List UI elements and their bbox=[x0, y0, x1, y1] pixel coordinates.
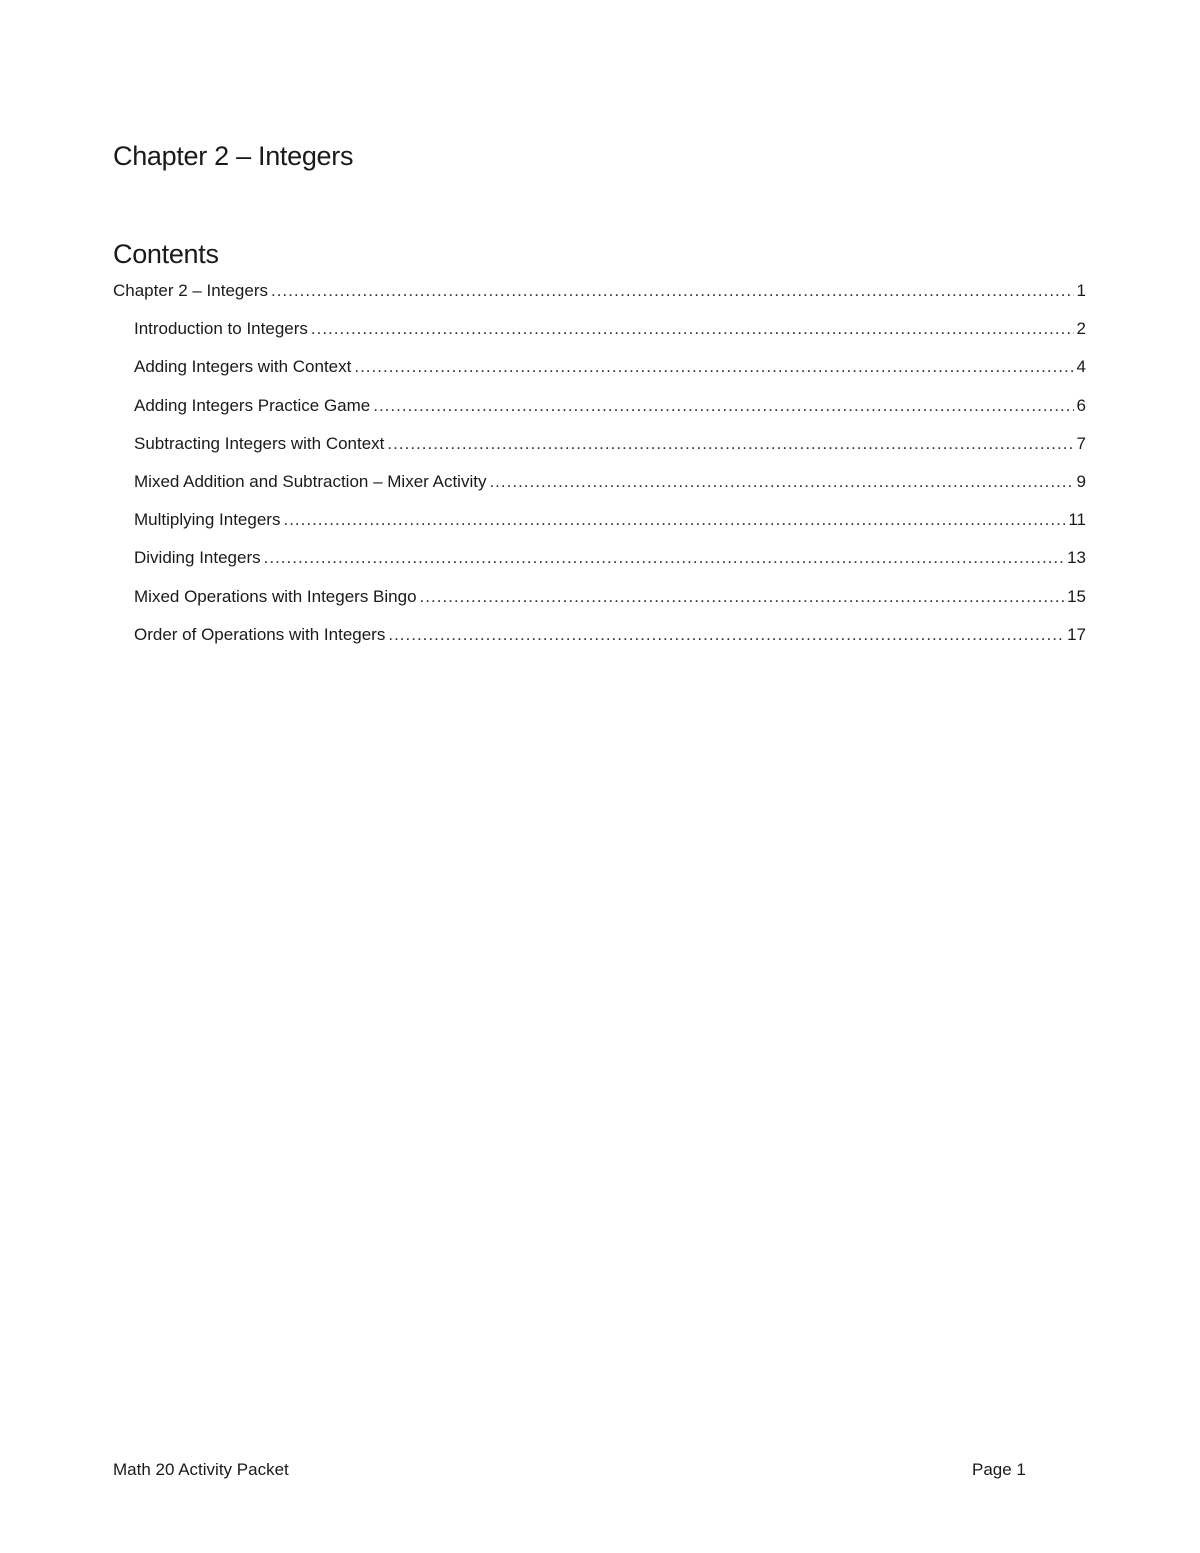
toc-entry[interactable] bbox=[113, 467, 1086, 505]
toc-entry-page: 15 bbox=[1067, 586, 1086, 606]
toc-dot-leader bbox=[354, 352, 1073, 382]
toc-entry[interactable] bbox=[113, 543, 1086, 581]
toc-entry-page: 4 bbox=[1076, 357, 1086, 377]
toc-entry-label: Multiplying Integers bbox=[134, 510, 281, 530]
chapter-title: Chapter 2 – Integers bbox=[113, 141, 354, 171]
toc-entry-label: Adding Integers Practice Game bbox=[134, 395, 371, 415]
toc-entry-page: 9 bbox=[1076, 471, 1086, 491]
toc-entry-page: 6 bbox=[1076, 395, 1086, 415]
toc-entry-label: Subtracting Integers with Context bbox=[134, 433, 385, 453]
toc-entry-label: Dividing Integers bbox=[134, 548, 261, 568]
contents-heading: Contents bbox=[113, 239, 219, 269]
toc-entry[interactable] bbox=[113, 314, 1086, 352]
toc-dot-leader bbox=[311, 314, 1074, 344]
toc-entry[interactable] bbox=[113, 391, 1086, 429]
toc-entry[interactable] bbox=[113, 505, 1086, 543]
footer-page-number: Page 1 bbox=[972, 1460, 1026, 1479]
toc-entry-page: 13 bbox=[1067, 548, 1086, 568]
toc-entry-label: Mixed Operations with Integers Bingo bbox=[134, 586, 417, 606]
toc-dot-leader bbox=[271, 276, 1074, 306]
toc-entry[interactable] bbox=[113, 352, 1086, 390]
toc-dot-leader bbox=[388, 620, 1064, 650]
toc-entry-label: Order of Operations with Integers bbox=[134, 624, 386, 644]
toc-dot-leader bbox=[264, 543, 1064, 573]
toc-dot-leader bbox=[420, 582, 1065, 612]
table-of-contents bbox=[113, 276, 1086, 658]
toc-entry-label: Mixed Addition and Subtraction – Mixer Activity bbox=[134, 471, 487, 491]
toc-entry-label: Chapter 2 – Integers bbox=[113, 281, 268, 300]
toc-entry-page: 11 bbox=[1068, 510, 1086, 530]
toc-dot-leader bbox=[283, 505, 1065, 535]
toc-dot-leader bbox=[387, 429, 1073, 459]
toc-entry-label: Introduction to Integers bbox=[134, 319, 308, 339]
toc-entry[interactable] bbox=[113, 582, 1086, 620]
toc-entry-page: 2 bbox=[1076, 319, 1086, 339]
toc-entry[interactable] bbox=[113, 276, 1086, 314]
toc-entry-page: 7 bbox=[1076, 433, 1086, 453]
toc-entry-page: 1 bbox=[1076, 281, 1086, 300]
toc-dot-leader bbox=[489, 467, 1073, 497]
toc-entry[interactable] bbox=[113, 429, 1086, 467]
toc-entry-page: 17 bbox=[1067, 624, 1086, 644]
toc-dot-leader bbox=[373, 391, 1073, 421]
toc-entry-label: Adding Integers with Context bbox=[134, 357, 352, 377]
footer-document-title: Math 20 Activity Packet bbox=[113, 1460, 289, 1479]
toc-entry[interactable] bbox=[113, 620, 1086, 658]
